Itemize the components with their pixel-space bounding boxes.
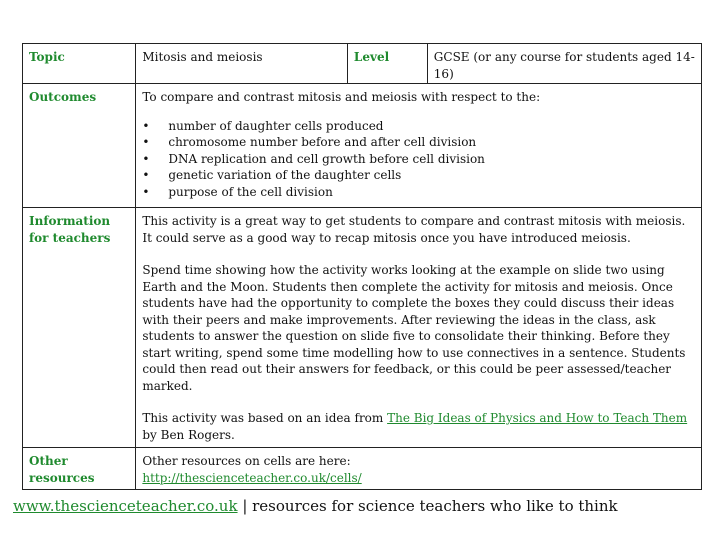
footer	[13, 497, 618, 515]
outcomes-list	[142, 118, 696, 201]
info-label: Information for teachers	[23, 208, 136, 448]
info-paragraph-3	[142, 410, 696, 443]
table-row-info	[23, 208, 702, 448]
list-item: • chromosome number before and after cell division	[142, 134, 696, 151]
info-p3-suffix: by Ben Rogers.	[142, 427, 235, 442]
table-row-outcomes	[23, 84, 702, 208]
list-item: • DNA replication and cell growth before cell division	[142, 151, 696, 168]
lesson-info-table	[22, 43, 702, 490]
info-p3-prefix: This activity was based on an idea from	[142, 411, 388, 425]
table-row-other	[23, 448, 702, 490]
other-text: Other resources on cells are here:	[142, 454, 351, 468]
topic-value: Mitosis and meiosis	[136, 44, 348, 84]
info-paragraph-1: This activity is a great way to get students to compare and contrast mitosis with meiosis. It could serve as a good way to recap mitosis once you have introduced meiosis.	[142, 214, 686, 245]
list-item: • purpose of the cell division	[142, 184, 696, 201]
footer-site-link[interactable]: www.thescienceteacher.co.uk	[13, 497, 238, 515]
footer-tagline: | resources for science teachers who like to think	[237, 497, 618, 515]
level-label: Level	[347, 44, 427, 84]
book-link[interactable]: The Big Ideas of Physics and How to Teach Them	[387, 411, 688, 425]
table-row-topic	[23, 44, 702, 84]
list-item: • genetic variation of the daughter cells	[142, 167, 696, 184]
cells-resources-link[interactable]: http://thescienceteacher.co.uk/cells/	[142, 470, 362, 485]
level-value: GCSE (or any course for students aged 14-16)	[427, 44, 701, 84]
topic-label: Topic	[23, 44, 136, 84]
info-paragraph-2: Spend time showing how the activity works looking at the example on slide two using Earth and the Moon. Students then complete the activity for mitosis and meiosis. Once students have had the opportunity to complete the boxes they could discuss their ideas with their peers and make improvements. After reviewing the ideas in the class, ask students to answer the question on slide five to consolidate their thinking. Before they start writing, spend some time modelling how to use connectives in a sentence. Students could then read out their answers for feedback, or this could be peer assessed/teacher marked.	[142, 263, 686, 393]
other-content	[136, 448, 702, 490]
other-label: Other resources	[23, 448, 136, 490]
outcomes-intro: To compare and contrast mitosis and meiosis with respect to the:	[142, 90, 541, 104]
list-item: • number of daughter cells produced	[142, 118, 696, 135]
outcomes-label: Outcomes	[23, 84, 136, 208]
outcomes-content	[136, 84, 702, 208]
info-content	[136, 208, 702, 448]
